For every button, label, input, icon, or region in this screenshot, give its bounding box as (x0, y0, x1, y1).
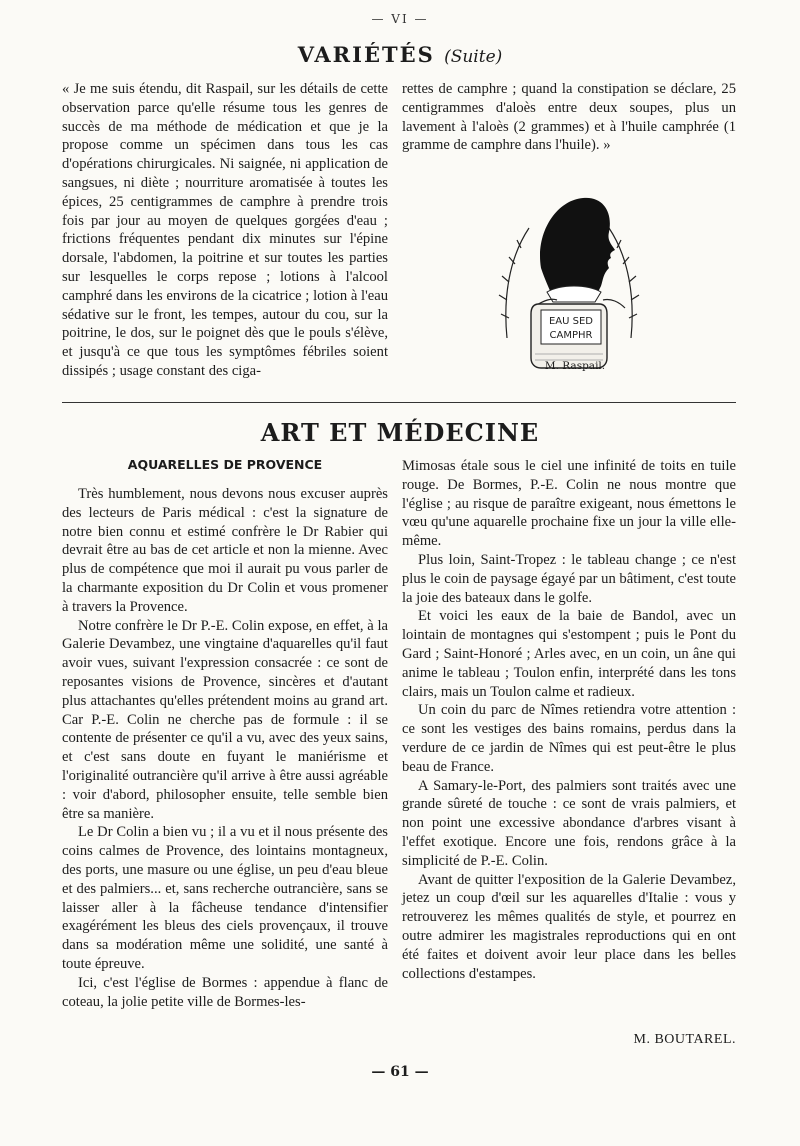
article-right-column (402, 457, 736, 983)
article-subheading: AQUARELLES DE PROVENCE (127, 457, 323, 472)
section-divider (62, 402, 736, 403)
article-left-column (62, 485, 388, 1011)
laurel-branch-right (609, 228, 639, 338)
article-paragraph: Très humblement, nous devons nous excuser auprès des lecteurs de Paris médical : c'est la signature de notre bien connu et estimé confrère le Dr Rabier qui devrait être au bas de cet article et non la mienne. Avec plus de compétence que moi il aurait pu vous parler de la charmante exposition du Dr Colin et vous promener à travers la Provence. (62, 486, 388, 615)
laurel-branch-left (499, 228, 529, 338)
author-signature: M. BOUTAREL. (633, 1032, 736, 1047)
section-title-suite: (Suite) (444, 47, 503, 67)
article-paragraph: A Samary-le-Port, des palmiers sont traités avec une grande sûreté de touche : ce sont de vrais palmiers, et non point une excessive abondance d'arbres visant à l'effet exotique. Encore une fois, rendons grâce à la simplicité de P.-E. Colin. (402, 777, 736, 869)
article-title: ART ET MÉDECINE (260, 418, 540, 447)
page-number: — 61 — (371, 1064, 429, 1080)
article-paragraph: Le Dr Colin a bien vu ; il a vu et il nous présente des coins calmes de Provence, des lointains montagneux, des ports, une masure ou une église, un peu d'eau bleue et des palmiers... et, sans recherche outrancière, sans se laisser aller à la fâcheuse tendance d'intensifier exagérément les bleus des ciels provençaux, il trouve dans sa modération même une solidité, une santé à toute épreuve. (62, 824, 388, 972)
jar-label-line1: EAU SED (548, 316, 594, 327)
portrait-caption: M. Raspail. (544, 360, 606, 372)
article-paragraph: Ici, c'est l'église de Bormes : appendue à flanc de coteau, la jolie petite ville de Bormes-les- (62, 974, 388, 1010)
article-paragraph: Et voici les eaux de la baie de Bandol, avec un lointain de montagnes qui s'estompent ; puis le Pont du Gard ; Saint-Honoré ; Arles avec, en un coin, un âne qui anime le tableau ; Toulon enfin, interprété dans les tons clairs, mais un Toulon calme et radieux. (402, 608, 736, 700)
top-folio: — VI — (371, 12, 429, 26)
varietes-left-paragraph: « Je me suis étendu, dit Raspail, sur les détails de cette observation parce qu'elle résume tous les genres de succès de ma méthode de médication et que je la propose comme un spécimen dans tous les cas d'opérations chirurgicales. Ni saignée, ni application de sangsues, ni diète ; nourriture aromatisée à toutes les épices, 25 centigrammes de camphre à prendre trois fois par jour au moyen de quelques gorgées d'eau ; frictions fréquentes pendant dix minutes sur l'épine dorsale, l'abdomen, la poitrine et sur toutes les parties sur lesquelles le corps repose ; lotions à l'alcool camphré dans les environs de la cicatrice ; lotion à l'eau sédative sur le front, les tempes, autour du cou, sur la poitrine, le dos, sur le poignet dès que le pouls s'élève, et jusqu'à ce que tous les symptômes fébriles soient dissipés ; usage constant des ciga- (62, 81, 388, 379)
varietes-right-column (402, 80, 736, 155)
section-title (0, 42, 800, 67)
varietes-right-paragraph: rettes de camphre ; quand la constipation se déclare, 25 centigrammes d'aloès entre deux soupes, plus un lavement à l'aloès (2 grammes) et à l'huile camphrée (1 gramme de camphre dans l'huile). » (402, 81, 736, 154)
article-paragraph: Un coin du parc de Nîmes retiendra votre attention : ce sont les vestiges des bains romains, perdus dans la verdure de ce jardin de Nîmes qui est peut-être le plus beau de France. (402, 702, 736, 775)
article-paragraph: Avant de quitter l'exposition de la Galerie Devambez, jetez un coup d'œil sur les aquarelles d'Italie : vous y retrouverez les mêmes qualités de style, et pourrez en outre admirer les magistrales reproductions qui en ont été faites et doivent avoir leur place dans les belles collections d'estampes. (402, 871, 736, 982)
article-paragraph: Notre confrère le Dr P.-E. Colin expose, en effet, à la Galerie Devambez, une vingtaine d'aquarelles qu'il faut avoir vues, suivant l'expression consacrée : ce sont de reposantes visions de Provence, sincères et d'autant plus attachantes qu'elles prétendent moins au grand art. Car P.-E. Colin ne cherche pas de formule : il se contente de présenter ce qu'il a vu, avec des yeux sains, et c'est sans doute en fuyant le maniérisme et l'originalité outrancière qu'il arrive à être aussi agréable : voir d'abord, philosopher ensuite, telle semble bien être sa manière. (62, 617, 388, 822)
silhouette-head (540, 198, 615, 298)
varietes-left-column (62, 80, 388, 381)
article-paragraph: Mimosas étale sous le ciel une infinité de toits en tuile rouge. De Bormes, P.-E. Colin ne nous montre que l'église ; au risque de paraître exigeant, nous émettons le vœu qu'une aquarelle prochaine fixe un jour la ville elle-même. (402, 458, 736, 550)
raspail-portrait-illustration (495, 188, 643, 376)
jar-label-line2: CAMPHR (549, 330, 593, 341)
article-paragraph: Plus loin, Saint-Tropez : le tableau change ; ce n'est plus le coin de paysage égayé par un bâtiment, c'est toute la joie des bateaux dans le golfe. (402, 551, 736, 606)
section-title-text: VARIÉTÉS (297, 42, 435, 67)
